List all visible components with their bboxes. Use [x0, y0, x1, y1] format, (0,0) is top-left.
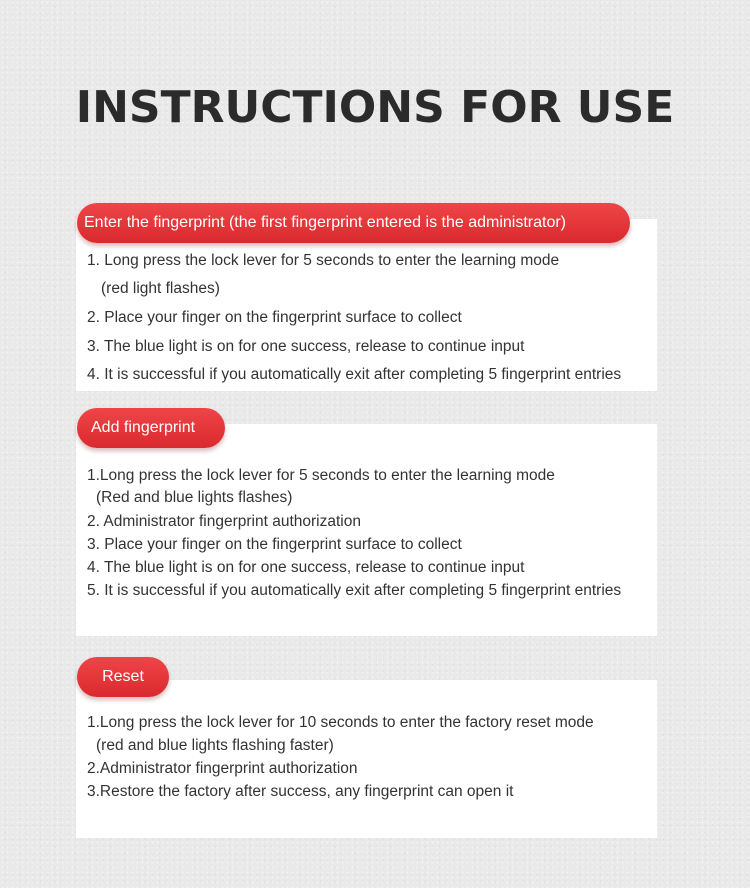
page-title: INSTRUCTIONS FOR USE: [75, 82, 675, 133]
list-item: 1. Long press the lock lever for 5 seconds to enter the learning mode: [87, 252, 560, 269]
list-item: 5. It is successful if you automatically exit after completing 5 fingerprint entries: [87, 582, 622, 599]
list-item: (Red and blue lights flashes): [96, 489, 293, 506]
list-item: 2. Administrator fingerprint authorization: [87, 513, 361, 530]
list-item: 4. It is successful if you automatically exit after completing 5 fingerprint entries: [87, 366, 622, 383]
list-item: 4. The blue light is on for one success, release to continue input: [87, 559, 525, 576]
list-item: 2. Place your finger on the fingerprint surface to collect: [87, 309, 462, 326]
section-heading-reset: Reset: [77, 657, 169, 697]
list-item: (red and blue lights flashing faster): [96, 737, 334, 754]
list-item: 2.Administrator fingerprint authorization: [87, 760, 358, 777]
list-item: 1.Long press the lock lever for 5 seconds to enter the learning mode: [87, 467, 555, 484]
section-heading-enter-fingerprint: Enter the fingerprint (the first fingerprint entered is the administrator): [77, 203, 630, 243]
list-item: 3. Place your finger on the fingerprint surface to collect: [87, 536, 462, 553]
list-item: 3. The blue light is on for one success, release to continue input: [87, 338, 525, 355]
list-item: 3.Restore the factory after success, any fingerprint can open it: [87, 783, 514, 800]
list-item: (red light flashes): [101, 280, 220, 297]
section-heading-add-fingerprint: Add fingerprint: [77, 408, 225, 448]
list-item: 1.Long press the lock lever for 10 seconds to enter the factory reset mode: [87, 714, 594, 731]
